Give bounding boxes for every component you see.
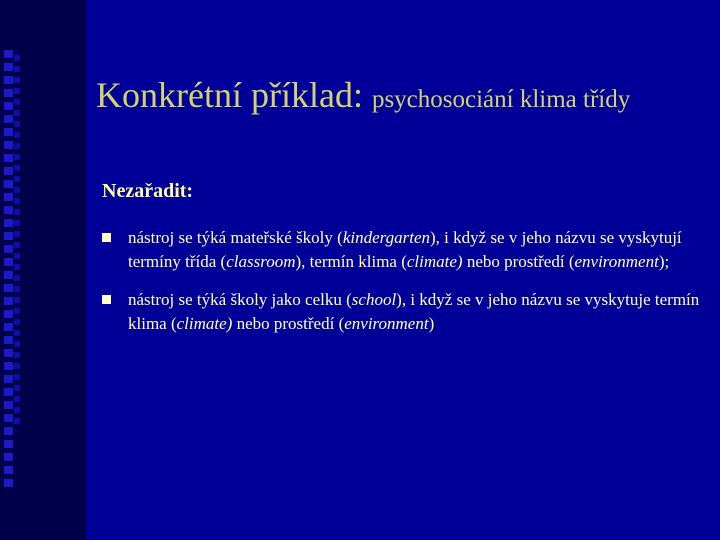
bullet-text-segment: ) (428, 314, 435, 333)
bullet-text-segment: ), i když se v jeho názvu se vyskytují termíny třída ( (128, 228, 682, 271)
bullet-text-segment: nástroj se týká mateřské školy ( (128, 228, 343, 247)
bullet-text-italic: climate) (176, 314, 233, 333)
bullet-text-italic: environment (574, 252, 659, 271)
square-bullet-icon (102, 295, 111, 304)
bullet-text-italic: kindergarten (342, 228, 430, 247)
square-bullet-icon (102, 233, 111, 242)
bullet-text-segment: ); (658, 252, 670, 271)
bullet-text-segment: nebo prostředí ( (232, 314, 345, 333)
bullet-text-italic: school (351, 290, 397, 309)
bullet-text-segment: ), i když se v jeho názvu se vyskytuje termín klima ( (128, 290, 700, 333)
list-item (100, 226, 706, 274)
slide-title (96, 74, 716, 116)
slide-title-sub: psychosociání klima třídy (371, 86, 631, 113)
slide-subheading: Nezařadit: (102, 180, 194, 202)
decorative-sidebar (0, 0, 86, 540)
bullet-text-segment: nástroj se týká školy jako celku ( (128, 290, 352, 309)
sidebar-square-pattern-secondary (14, 55, 23, 424)
bullet-text-italic: classroom (226, 252, 296, 271)
bullet-text-italic: environment (344, 314, 429, 333)
bullet-text-italic: climate) (406, 252, 463, 271)
bullet-list (100, 226, 706, 350)
bullet-text-segment: ), termín klima ( (295, 252, 407, 271)
slide-title-main: Konkrétní příklad: (96, 75, 372, 115)
bullet-text-segment: nebo prostředí ( (462, 252, 575, 271)
list-item (100, 288, 706, 336)
